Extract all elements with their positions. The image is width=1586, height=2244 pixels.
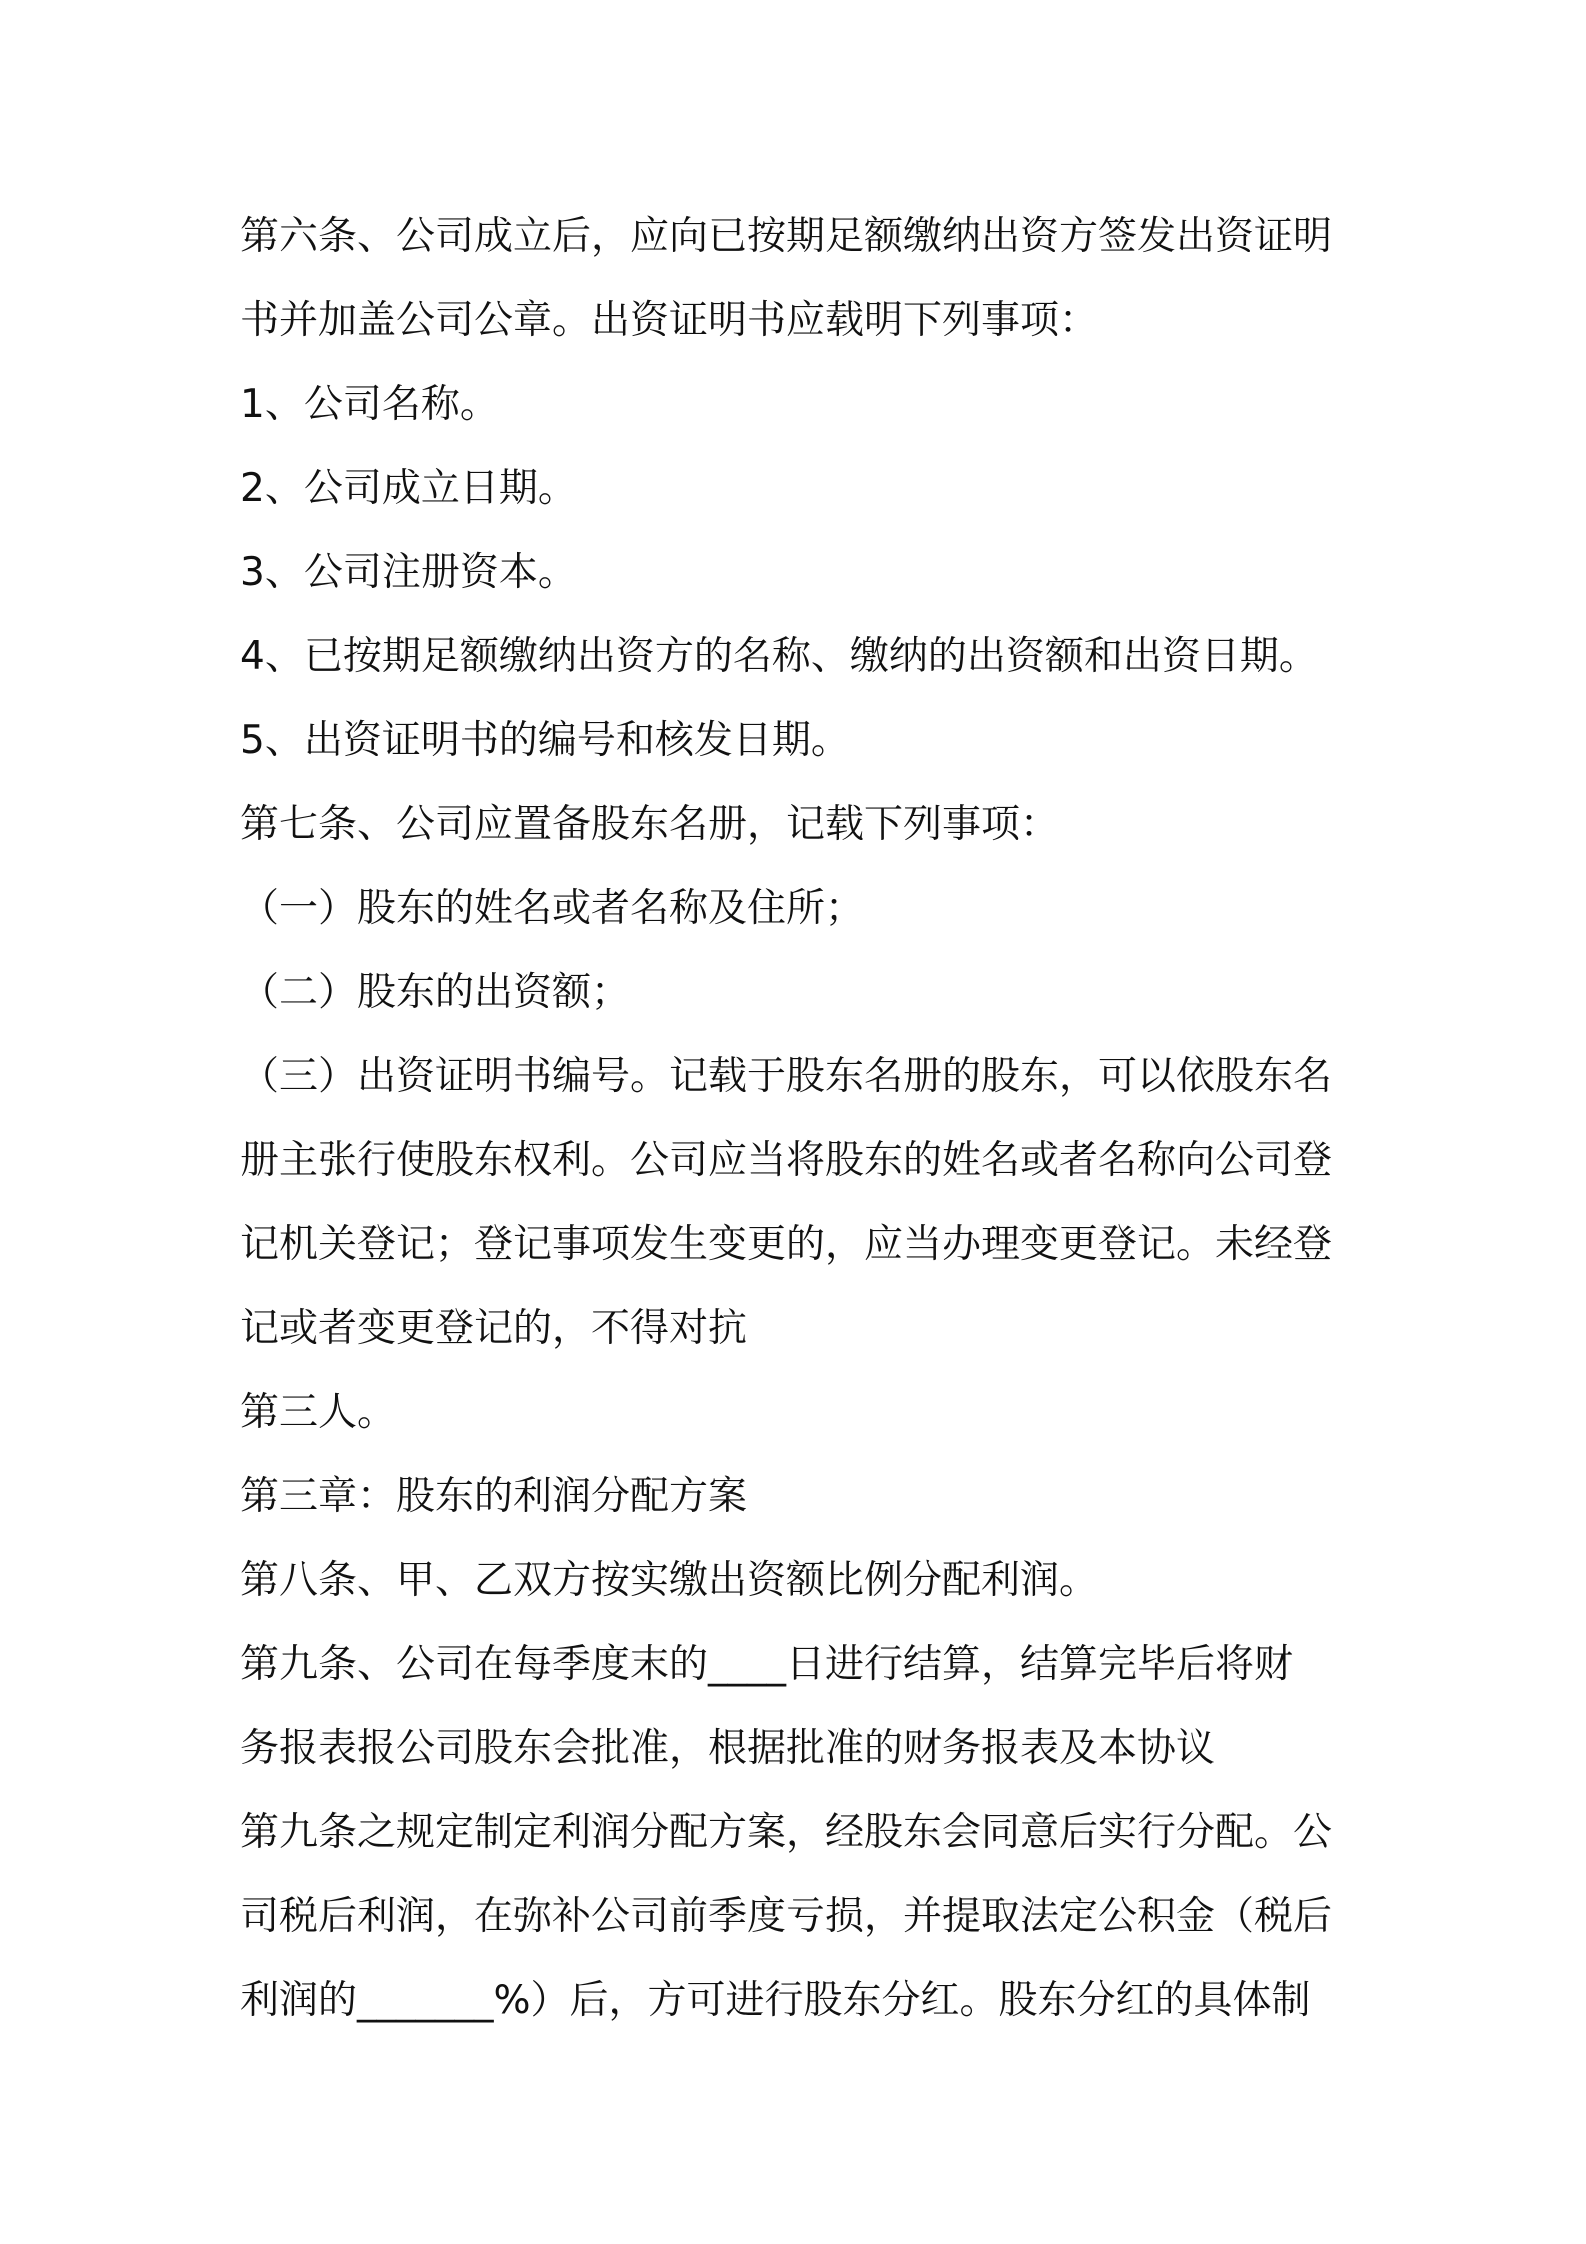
text-line: 司税后利润，在弥补公司前季度亏损，并提取法定公积金（税后 [240, 1894, 1333, 1939]
list-item: 3、公司注册资本。 [240, 550, 577, 595]
text-line: 第八条、甲、乙双方按实缴出资额比例分配利润。 [240, 1558, 1099, 1603]
text-line: 务报表报公司股东会批准，根据批准的财务报表及本协议 [240, 1726, 1216, 1771]
text-line: 第三人。 [240, 1390, 397, 1435]
text-line: 第六条、公司成立后，应向已按期足额缴纳出资方签发出资证明 [240, 214, 1333, 259]
text-line: 第九条之规定制定利润分配方案，经股东会同意后实行分配。公 [240, 1810, 1333, 1855]
text-line: 利润的_______%）后，方可进行股东分红。股东分红的具体制 [240, 1978, 1311, 2023]
chapter-heading: 第三章：股东的利润分配方案 [240, 1474, 748, 1519]
document-body [240, 195, 1360, 2043]
list-item: （二）股东的出资额； [240, 970, 631, 1015]
list-item: 1、公司名称。 [240, 382, 499, 427]
list-item: 5、出资证明书的编号和核发日期。 [240, 718, 850, 763]
list-item: （一）股东的姓名或者名称及住所； [240, 886, 865, 931]
text-line: 书并加盖公司公章。出资证明书应载明下列事项： [240, 298, 1099, 343]
text-line: 记机关登记；登记事项发生变更的，应当办理变更登记。未经登 [240, 1222, 1333, 1267]
text-line: 册主张行使股东权利。公司应当将股东的姓名或者名称向公司登 [240, 1138, 1333, 1183]
text-line: 第九条、公司在每季度末的____日进行结算，结算完毕后将财 [240, 1642, 1294, 1687]
text-line: 第七条、公司应置备股东名册，记载下列事项： [240, 802, 1060, 847]
list-item: （三）出资证明书编号。记载于股东名册的股东，可以依股东名 [240, 1054, 1333, 1099]
list-item: 4、已按期足额缴纳出资方的名称、缴纳的出资额和出资日期。 [240, 634, 1318, 679]
text-line: 记或者变更登记的，不得对抗 [240, 1306, 748, 1351]
list-item: 2、公司成立日期。 [240, 466, 577, 511]
